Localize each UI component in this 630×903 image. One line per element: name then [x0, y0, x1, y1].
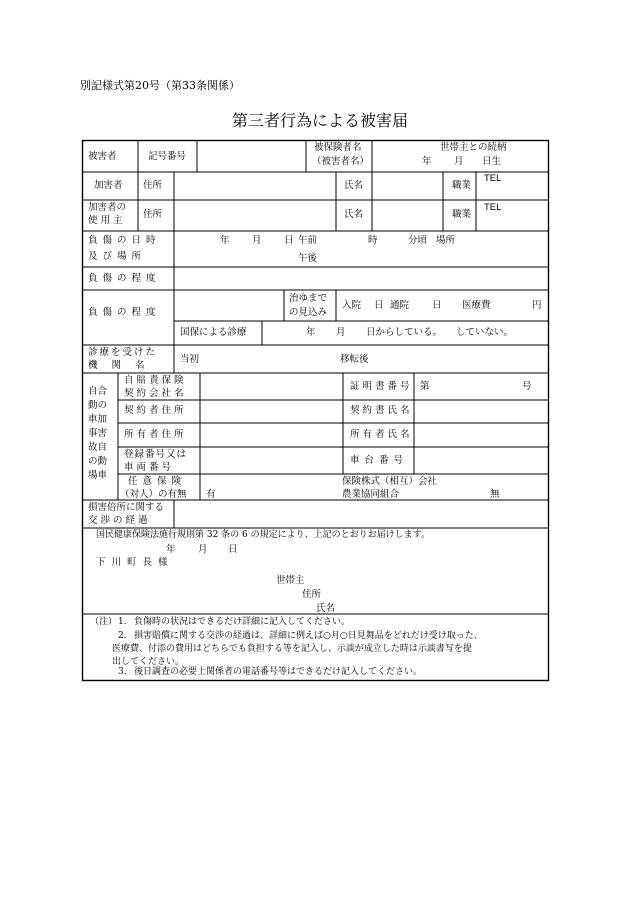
owner-name-label: 所有者氏名 — [350, 429, 413, 440]
clinic-transfer-label: 移転後 — [340, 354, 369, 365]
injury-year-label: 年 — [220, 235, 230, 246]
household-head-label: 世帯主 — [276, 575, 305, 586]
perpetrator-name-label: 氏名 — [344, 180, 364, 191]
note-3-number: 3. — [118, 667, 127, 677]
declaration-day-label: 日 — [228, 544, 238, 555]
negotiation-label-line2: 交渉の経過 — [88, 515, 151, 526]
form-reference: 別記様式第20号（第33条関係） — [80, 79, 240, 92]
record-number-label: 記号番号 — [148, 151, 187, 162]
optional-yes-label: 有 — [206, 489, 216, 500]
note-2-text-line1: 損害賠償に関する交渉の経過は、詳細に例えば○月○日見舞品をどれだけ受け取った、 — [134, 631, 483, 641]
insured-name-sublabel: （被害者名） — [312, 156, 370, 167]
car-side-label-4: 事害 — [88, 428, 108, 439]
note-3-text: 後日調査の必要上関係者の電話番号等はできるだけ記入してください。 — [134, 667, 423, 677]
injury-pm-label: 午後 — [298, 253, 318, 264]
employer-label-line1: 加害者の — [88, 202, 127, 213]
inpatient-day-label: 日 — [374, 300, 384, 311]
agri-coop-label: 農業協同組合 — [342, 489, 400, 500]
optional-insurance-label-line1: 任意保険 — [128, 476, 187, 487]
insured-name-label: 被保険者名 — [314, 142, 362, 153]
clinic-first-label: 当初 — [180, 354, 200, 365]
kokuho-month-label: 月 — [336, 327, 346, 338]
healing-label-line1: 治ゆまで — [289, 293, 328, 304]
birth-month-label: 月 — [454, 156, 464, 167]
kokuho-treatment-label: 国保による診療 — [180, 327, 247, 338]
optional-no-label: 無 — [490, 489, 500, 500]
car-side-label-2: 動の — [88, 400, 108, 411]
compulsory-insurance-label-line2: 契約会社名 — [124, 388, 187, 399]
relation-label: 世帯主との続柄 — [440, 142, 507, 153]
applicant-address-label: 住所 — [302, 589, 322, 600]
employer-tel-label: TEL — [484, 202, 502, 213]
inpatient-label: 入院 — [342, 300, 362, 311]
contractor-address-label: 契約者住所 — [124, 405, 187, 416]
injury-am-label: 午前 — [298, 235, 318, 246]
car-side-label-6: の動 — [88, 456, 108, 467]
employer-label-line2: 使用主 — [88, 215, 126, 226]
clinic-label-line1: 診療を受けた — [88, 347, 158, 358]
injury-degree-label: 負傷の程度 — [88, 273, 161, 284]
employer-address-label: 住所 — [143, 209, 163, 220]
medical-cost-label: 医療費 — [462, 300, 491, 311]
note-2-number: 2. — [118, 631, 127, 641]
injury-datetime-label-line2: 及び場所 — [88, 251, 147, 262]
page-title: 第三者行為による被害届 — [232, 111, 409, 130]
negotiation-label-line1: 損害倍所に関する — [88, 502, 165, 513]
car-side-label-7: 場車 — [88, 470, 108, 481]
declaration-year-label: 年 — [166, 544, 176, 555]
applicant-name-label: 氏名 — [316, 603, 336, 614]
kokuho-not-label: していない。 — [456, 327, 514, 338]
registration-label-line1: 登録番号又は — [124, 449, 188, 460]
injury-hour-label: 時 — [368, 235, 378, 246]
optional-insurance-label-line2: （対人）の有無 — [120, 489, 187, 500]
declaration-text: 国民健康保険法施行規則第 32 条の 6 の規定により、上記のとおりお届けします。 — [96, 530, 430, 540]
note-1-number: 1. — [118, 617, 127, 627]
chassis-number-label: 車台番号 — [350, 455, 409, 466]
injury-minute-label: 分頃 — [408, 235, 428, 246]
insurance-company-label: 保険株式（相互）会社 — [342, 476, 438, 487]
injury-datetime-label-line1: 負傷の日時 — [88, 235, 161, 246]
perpetrator-job-label: 職業 — [452, 180, 472, 191]
victim-label: 被害者 — [88, 151, 117, 162]
yen-label: 円 — [532, 300, 542, 311]
birth-day-label: 日生 — [482, 156, 502, 167]
birth-year-label: 年 — [422, 156, 432, 167]
certificate-go-label: 号 — [522, 381, 532, 392]
employer-name-label: 氏名 — [344, 209, 364, 220]
healing-label-line2: の見込み — [289, 307, 328, 318]
perpetrator-tel-label: TEL — [484, 173, 502, 184]
perpetrator-address-label: 住所 — [143, 180, 163, 191]
car-side-label-5: 故自 — [88, 442, 108, 453]
kokuho-year-label: 年 — [306, 327, 316, 338]
outpatient-day-label: 日 — [432, 300, 442, 311]
car-side-label-1: 自合 — [88, 386, 108, 397]
addressee-label: 下川町長様 — [96, 557, 174, 568]
contractor-name-label: 契約書氏名 — [350, 405, 413, 416]
registration-label-line2: 車両番号 — [124, 462, 175, 473]
employer-job-label: 職業 — [452, 209, 472, 220]
compulsory-insurance-label-line1: 自賠責保険 — [124, 375, 187, 386]
note-1-text: 負傷時の状況はできるだけ詳細に記入してください。 — [134, 617, 351, 627]
notes-lead: （注） — [90, 617, 118, 627]
perpetrator-label: 加害者 — [94, 180, 123, 191]
note-2-text-line3: 出してください。 — [112, 657, 185, 667]
declaration-month-label: 月 — [198, 544, 208, 555]
clinic-label-line2: 機関名 — [88, 360, 159, 371]
injury-degree-detail-label: 負傷の程度 — [88, 307, 161, 318]
kokuho-since-label: 日からしている。 — [366, 327, 443, 338]
car-side-label-3: 車加 — [88, 414, 108, 425]
certificate-dai-label: 第 — [420, 381, 430, 392]
note-2-text-line2: 医療費、付添の費用はどちらでも負担する等を記入し、示談が成立した時は示談書写を提 — [112, 644, 472, 654]
injury-day-label: 日 — [284, 235, 294, 246]
owner-address-label: 所有者住所 — [124, 429, 187, 440]
certificate-number-label: 証明書番号 — [350, 381, 413, 392]
injury-place-label: 場所 — [436, 235, 456, 246]
outpatient-label: 通院 — [390, 300, 410, 311]
injury-month-label: 月 — [252, 235, 262, 246]
